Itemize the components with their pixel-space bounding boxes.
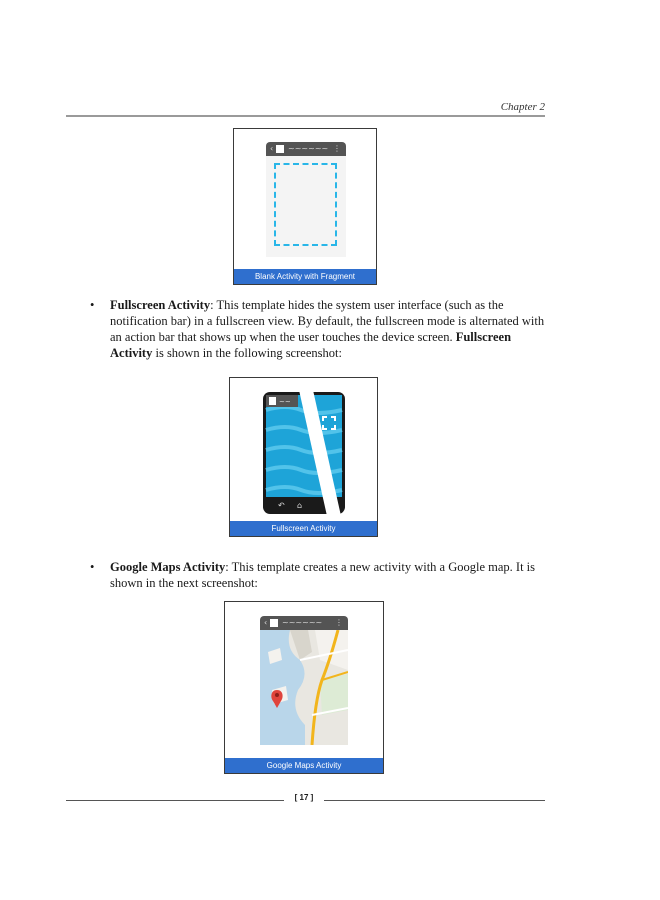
term: Fullscreen Activity	[110, 298, 211, 312]
footer-rule-left	[66, 800, 284, 801]
page-number: [ 17 ]	[294, 793, 314, 802]
phone-action-bar	[260, 616, 348, 630]
header-rule	[66, 115, 545, 117]
bullet-fullscreen-activity	[90, 297, 560, 367]
figure-fullscreen-activity	[229, 377, 378, 537]
bullet-google-maps-activity	[90, 559, 560, 593]
term: Google Maps Activity	[110, 560, 226, 574]
bullet-text	[110, 559, 550, 591]
chapter-label: Chapter 2	[500, 101, 545, 113]
fragment-placeholder	[274, 163, 337, 246]
title-squiggle: ~~~~~~	[288, 144, 329, 153]
figure-caption: Fullscreen Activity	[230, 521, 377, 536]
bullet-icon: •	[90, 298, 95, 312]
term-repeat: Fullscreen Activity	[110, 330, 512, 360]
fullscreen-phone-illustration	[261, 390, 347, 516]
figure-caption: Blank Activity with Fragment	[234, 269, 376, 284]
description-end: is shown in the following screenshot:	[152, 346, 342, 360]
svg-text:~~: ~~	[279, 398, 291, 406]
phone-action-bar	[266, 142, 346, 156]
title-squiggle: ~~~~~~	[282, 618, 323, 627]
map-illustration	[260, 630, 348, 745]
description: : This template hides the system user interface (such as the notification bar) in a fullscreen view. By default, the fullscreen mode is alternated with an action bar that shows up when the user touches the device screen.	[110, 298, 545, 344]
overflow-menu-icon: ⋮	[335, 618, 343, 627]
description: : This template creates a new activity with a Google map. It is shown in the next screenshot:	[110, 560, 536, 590]
back-icon: ↶	[278, 501, 285, 510]
home-icon: ⌂	[297, 501, 303, 510]
figure-google-maps-activity	[224, 601, 384, 774]
bullet-text	[110, 297, 550, 361]
app-icon	[270, 619, 278, 627]
bullet-icon: •	[90, 560, 95, 574]
app-icon	[276, 145, 284, 153]
figure-caption: Google Maps Activity	[225, 758, 383, 773]
footer-rule-right	[324, 800, 545, 801]
overflow-menu-icon: ⋮	[333, 144, 341, 153]
figure-blank-activity	[233, 128, 377, 285]
chevron-left-icon: ‹	[270, 144, 274, 153]
chevron-left-icon: ‹	[264, 618, 268, 627]
